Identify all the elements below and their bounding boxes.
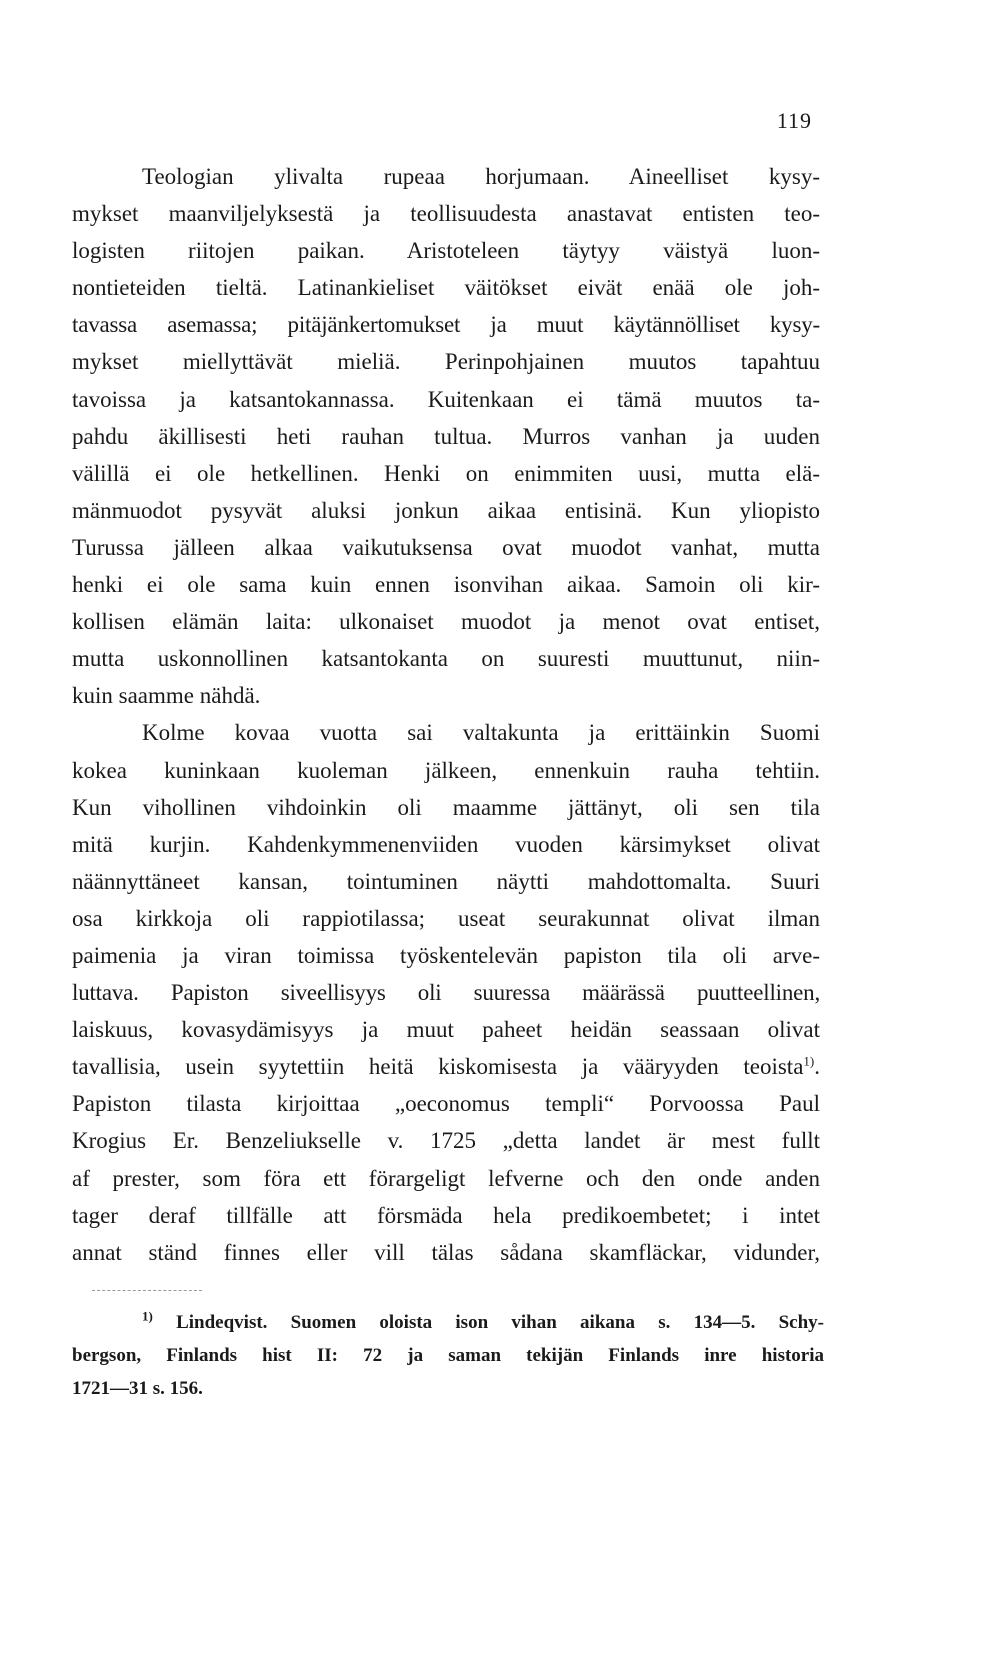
footnote-line: 1721—31 s. 156. — [72, 1378, 203, 1399]
text-line: välillä ei ole hetkellinen. Henki on enimmiten uusi, mutta elä- — [72, 460, 820, 486]
text-line: logisten riitojen paikan. Aristoteleen täytyy väistyä luon- — [72, 238, 820, 264]
paragraph-1 — [72, 158, 820, 714]
text-line: Krogius Er. Benzeliukselle v. 1725 „detta landet är mest fullt — [72, 1128, 820, 1154]
text-line: Papiston tilasta kirjoittaa „oeconomus templi“ Porvoossa Paul — [72, 1091, 820, 1117]
text-line: näännyttäneet kansan, tointuminen näytti mahdottomalta. Suuri — [72, 868, 820, 894]
text-line: tavassa asemassa; pitäjänkertomukset ja muut käytännölliset kysy- — [72, 312, 820, 338]
text-line: tager deraf tillfälle att försmäda hela predikoembetet; i intet — [72, 1202, 820, 1228]
text-line: kokea kuninkaan kuoleman jälkeen, ennenkuin rauha tehtiin. — [72, 757, 820, 783]
footnote-line: bergson, Finlands hist II: 72 ja saman tekijän Finlands inre historia — [72, 1345, 824, 1366]
footnote-text: Lindeqvist. Suomen oloista ison vihan aikana s. 134—5. Schy- — [176, 1312, 824, 1333]
text-line: Turussa jälleen alkaa vaikutuksensa ovat muodot vanhat, mutta — [72, 534, 820, 560]
text-line: Kolme kovaa vuotta sai valtakunta ja erittäinkin Suomi — [142, 720, 820, 746]
paragraph-2 — [72, 714, 820, 1270]
footnote-reference: 1) — [803, 1053, 815, 1069]
text-line: kuin saamme nähdä. — [72, 683, 261, 709]
text-line: nontieteiden tieltä. Latinankieliset väitökset eivät enää ole joh- — [72, 275, 820, 301]
text-line: annat ständ finnes eller vill tälas sådana skamfläckar, vidunder, — [72, 1239, 820, 1265]
page-number: 119 — [776, 108, 812, 133]
footnote-separator — [92, 1290, 202, 1291]
text-line: henki ei ole sama kuin ennen isonvihan aikaa. Samoin oli kir- — [72, 572, 820, 598]
text-line: mutta uskonnollinen katsantokanta on suuresti muuttunut, niin- — [72, 646, 820, 672]
text-line: pahdu äkillisesti heti rauhan tultua. Murros vanhan ja uuden — [72, 423, 820, 449]
text-line: kollisen elämän laita: ulkonaiset muodot ja menot ovat entiset, — [72, 609, 820, 635]
text-line: Kun vihollinen vihdoinkin oli maamme jättänyt, oli sen tila — [72, 794, 820, 820]
footnote-line — [72, 1306, 824, 1339]
text-line: mitä kurjin. Kahdenkymmenenviiden vuoden kärsimykset olivat — [72, 831, 820, 857]
text-line: luttava. Papiston siveellisyys oli suuressa määrässä puutteellinen, — [72, 980, 820, 1006]
text-line: mykset miellyttävät mieliä. Perinpohjainen muutos tapahtuu — [72, 349, 820, 375]
body-text — [72, 158, 820, 1271]
text-line: mykset maanviljelyksestä ja teollisuudesta anastavat entisten teo- — [72, 201, 820, 227]
text-line: Teologian ylivalta rupeaa horjumaan. Aineelliset kysy- — [142, 164, 820, 189]
text-line: af prester, som föra ett förargeligt lefverne och den onde anden — [72, 1165, 820, 1191]
footnote — [72, 1306, 824, 1405]
text-line: mänmuodot pysyvät aluksi jonkun aikaa entisinä. Kun yliopisto — [72, 497, 820, 523]
footnote-marker: 1) — [142, 1308, 153, 1324]
text-line: osa kirkkoja oli rappiotilassa; useat seurakunnat olivat ilman — [72, 905, 820, 931]
text-line: tavoissa ja katsantokannassa. Kuitenkaan ei tämä muutos ta- — [72, 386, 820, 412]
text-line: laiskuus, kovasydämisyys ja muut paheet heidän seassaan olivat — [72, 1017, 820, 1043]
text-line: paimenia ja viran toimissa työskentelevän papiston tila oli arve- — [72, 942, 820, 968]
text-line-with-footnote-ref: tavallisia, usein syytettiin heitä kiskomisesta ja vääryyden teoista$^{1)}$. — [72, 1053, 820, 1080]
text-line-content: tavallisia, usein syytettiin heitä kiskomisesta ja vääryyden teoista — [72, 1054, 804, 1080]
